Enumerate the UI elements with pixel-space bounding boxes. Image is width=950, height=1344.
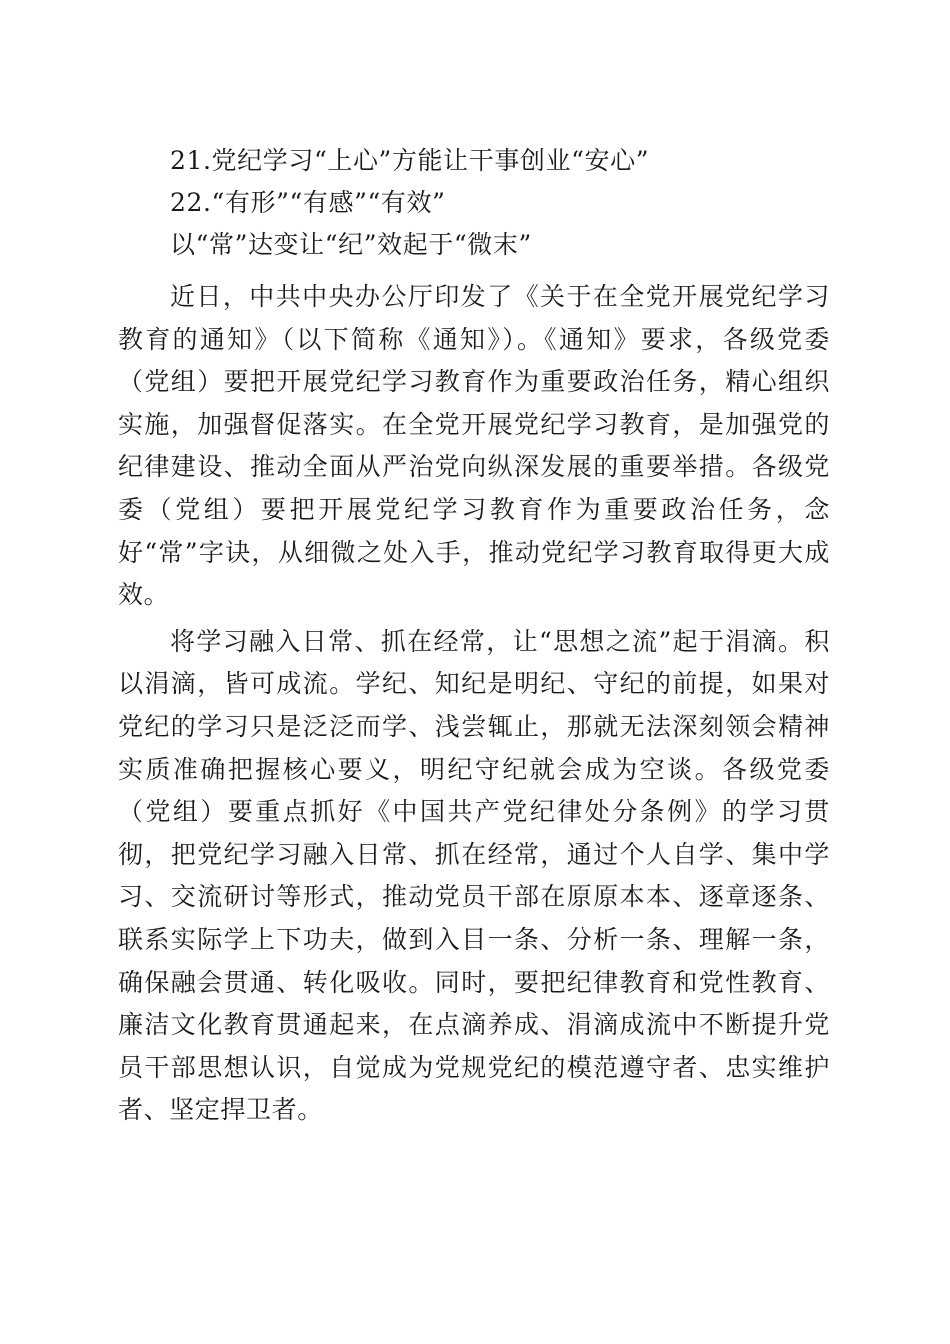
paragraph-1: 近日，中共中央办公厅印发了《关于在全党开展党纪学习教育的通知》（以下简称《通知》）。《通知》要求，各级党委（党组）要把开展党纪学习教育作为重要政治任务，精心组织实施，加强督促落实。在全党开展党纪学习教育，是加强党的纪律建设、推动全面从严治党向纵深发展的重要举措。各级党委（党组）要把开展党纪学习教育作为重要政治任务，念好“常”字诀，从细微之处入手，推动党纪学习教育取得更大成效。 [118,282,830,610]
heading-21: 21.党纪学习“上心”方能让干事创业“安心” [170,146,650,175]
heading-22: 22.“有形”“有感”“有效” [170,188,446,217]
document-body [118,140,830,1132]
article-subtitle: 以“常”达变让“纪”效起于“微末” [170,230,532,259]
paragraph-2: 将学习融入日常、抓在经常，让“思想之流”起于涓滴。积以涓滴，皆可成流。学纪、知纪是明纪、守纪的前提，如果对党纪的学习只是泛泛而学、浅尝辄止，那就无法深刻领会精神实质准确把握核心要义，明纪守纪就会成为空谈。各级党委（党组）要重点抓好《中国共产党纪律处分条例》的学习贯彻，把党纪学习融入日常、抓在经常，通过个人自学、集中学习、交流研讨等形式，推动党员干部在原原本本、逐章逐条、联系实际学上下功夫，做到入目一条、分析一条、理解一条，确保融会贯通、转化吸收。同时，要把纪律教育和党性教育、廉洁文化教育贯通起来，在点滴养成、涓滴成流中不断提升党员干部思想认识，自觉成为党规党纪的模范遵守者、忠实维护者、坚定捍卫者。 [118,626,830,1125]
